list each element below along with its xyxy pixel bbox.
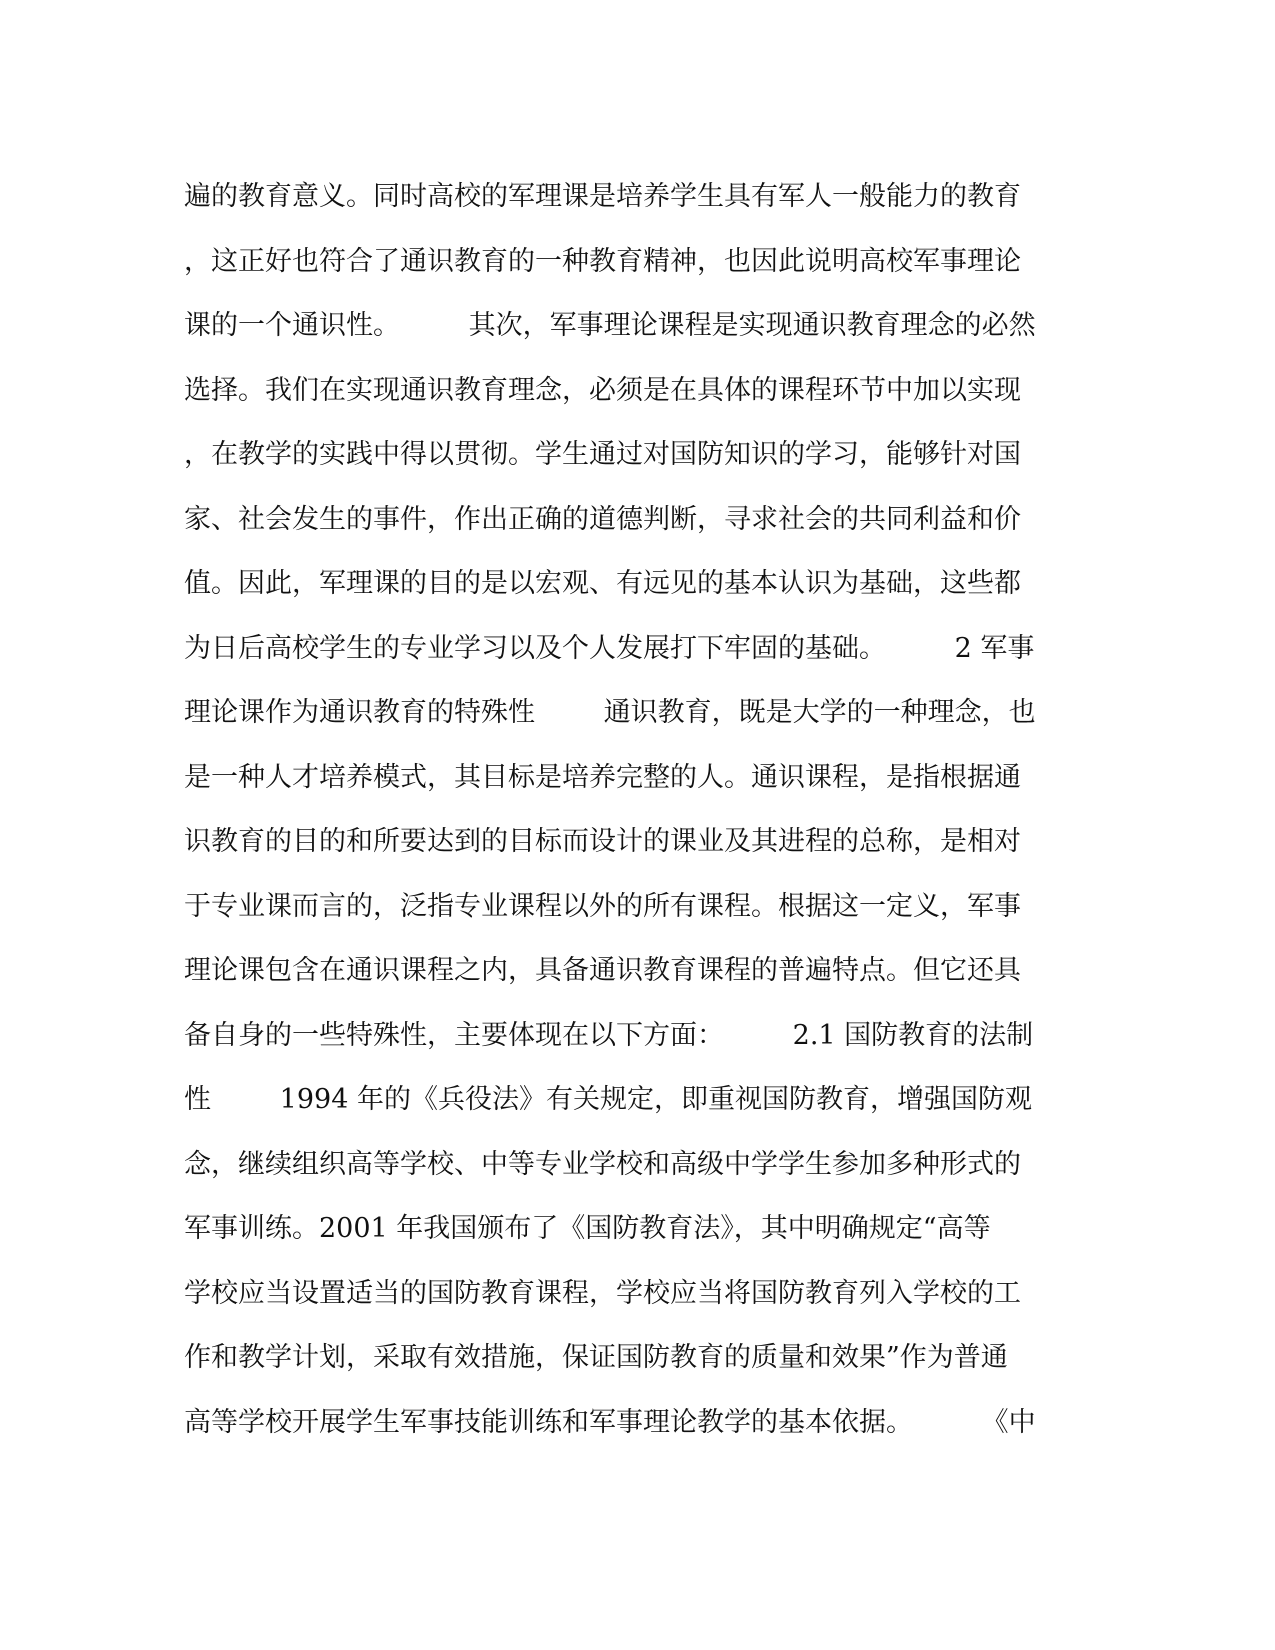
- text-line: 遍的教育意义。同时高校的军理课是培养学生具有军人一般能力的教育: [184, 181, 1021, 212]
- text-line: ，在教学的实践中得以贯彻。学生通过对国防知识的学习，能够针对国: [184, 439, 1021, 470]
- text-line: 为日后高校学生的专业学习以及个人发展打下牢固的基础。 2 军事: [184, 632, 1035, 664]
- text-line: 军事训练。2001 年我国颁布了《国防教育法》，其中明确规定“高等: [184, 1213, 991, 1244]
- text-line: 性 1994 年的《兵役法》有关规定，即重视国防教育，增强国防观: [184, 1084, 1032, 1115]
- text-line: 是一种人才培养模式，其目标是培养完整的人。通识课程，是指根据通: [184, 761, 1021, 793]
- text-line: 作和教学计划，采取有效措施，保证国防教育的质量和效果”作为普通: [184, 1342, 1008, 1373]
- text-line: 理论课作为通识教育的特殊性 通识教育，既是大学的一种理念，也: [184, 697, 1036, 728]
- text-line: 高等学校开展学生军事技能训练和军事理论教学的基本依据。 《中: [184, 1406, 1036, 1438]
- text-line: 理论课包含在通识课程之内，具备通识教育课程的普遍特点。但它还具: [184, 955, 1021, 986]
- text-line: 值。因此，军理课的目的是以宏观、有远见的基本认识为基础，这些都: [184, 568, 1021, 599]
- text-line: 备自身的一些特殊性，主要体现在以下方面： 2.1 国防教育的法制: [184, 1019, 1034, 1051]
- text-line: 学校应当设置适当的国防教育课程，学校应当将国防教育列入学校的工: [184, 1277, 1021, 1309]
- text-line: 家、社会发生的事件，作出正确的道德判断，寻求社会的共同利益和价: [184, 503, 1021, 535]
- text-line: 选择。我们在实现通识教育理念，必须是在具体的课程环节中加以实现: [184, 374, 1021, 406]
- text-line: ，这正好也符合了通识教育的一种教育精神，也因此说明高校军事理论: [184, 245, 1021, 277]
- text-line: 念，继续组织高等学校、中等专业学校和高级中学学生参加多种形式的: [184, 1148, 1021, 1180]
- text-line: 课的一个通识性。 其次，军事理论课程是实现通识教育理念的必然: [184, 310, 1036, 341]
- text-line: 识教育的目的和所要达到的目标而设计的课业及其进程的总称，是相对: [184, 826, 1021, 857]
- body-text: [184, 165, 1084, 1455]
- text-line: 于专业课而言的，泛指专业课程以外的所有课程。根据这一定义，军事: [184, 890, 1021, 922]
